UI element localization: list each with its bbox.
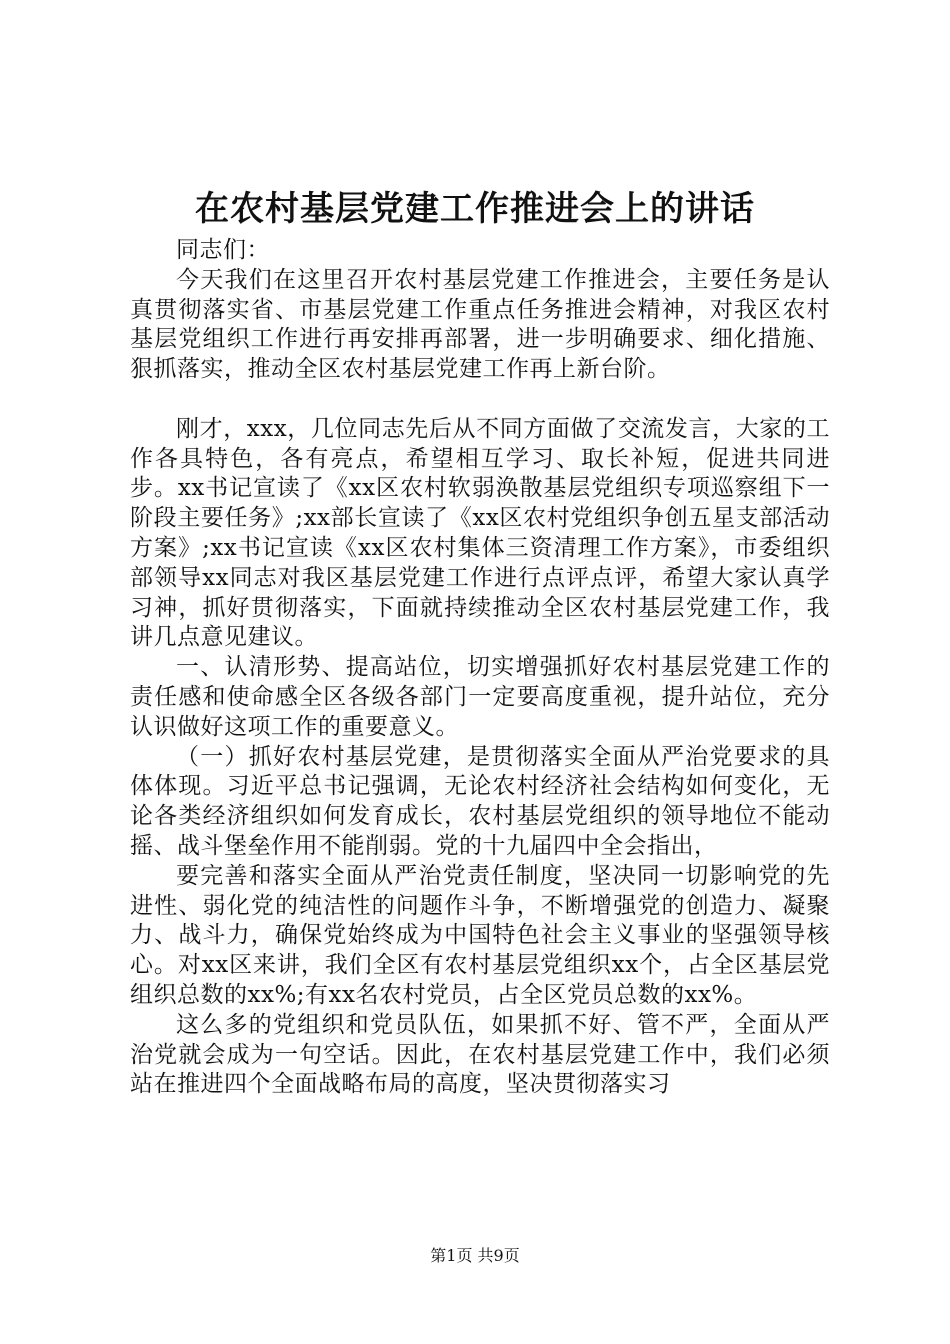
salutation: 同志们：: [176, 237, 270, 263]
document-body: [130, 236, 830, 1100]
page-number-footer: 第1页 共9页: [430, 1246, 520, 1265]
paragraph: 今天我们在这里召开农村基层党建工作推进会，主要任务是认真贯彻落实省、市基层党建工作重点任务推进会精神，对我区农村基层党组织工作进行再安排再部署，进一步明确要求、细化措施、狠抓落实，推动全区农村基层党建工作再上新台阶。: [130, 266, 830, 383]
document-title: 在农村基层党建工作推进会上的讲话: [195, 189, 755, 229]
paragraph: （一）抓好农村基层党建，是贯彻落实全面从严治党要求的具体体现。习近平总书记强调，无论农村经济社会结构如何变化，无论各类经济组织如何发育成长，农村基层党组织的领导地位不能动摇、战斗堡垒作用不能削弱。党的十九届四中全会指出，: [130, 743, 830, 859]
paragraph: 刚才，xxx，几位同志先后从不同方面做了交流发言，大家的工作各具特色，各有亮点，希望相互学习、取长补短，促进共同进步。xx书记宣读了《xx区农村软弱涣散基层党组织专项巡察组下一阶段主要任务》;xx部长宣读了《xx区农村党组织争创五星支部活动方案》;xx书记宣读《xx区农村集体三资清理工作方案》，市委组织部领导xx同志对我区基层党建工作进行点评点评，希望大家认真学习神，抓好贯彻落实，下面就持续推动全区农村基层党建工作，我讲几点意见建议。: [130, 415, 830, 651]
section-heading-paragraph: 一、认清形势、提高站位，切实增强抓好农村基层党建工作的责任感和使命感全区各级各部门一定要高度重视，提升站位，充分认识做好这项工作的重要意义。: [130, 654, 830, 740]
paragraph: 要完善和落实全面从严治党责任制度，坚决同一切影响党的先进性、弱化党的纯洁性的问题作斗争，不断增强党的创造力、凝聚力、战斗力，确保党始终成为中国特色社会主义事业的坚强领导核心。对xx区来讲，我们全区有农村基层党组织xx个，占全区基层党组织总数的xx%;有xx名农村党员，占全区党员总数的xx%。: [130, 862, 830, 1008]
paragraph: 这么多的党组织和党员队伍，如果抓不好、管不严，全面从严治党就会成为一句空话。因此，在农村基层党建工作中，我们必须站在推进四个全面战略布局的高度，坚决贯彻落实习: [130, 1011, 830, 1098]
